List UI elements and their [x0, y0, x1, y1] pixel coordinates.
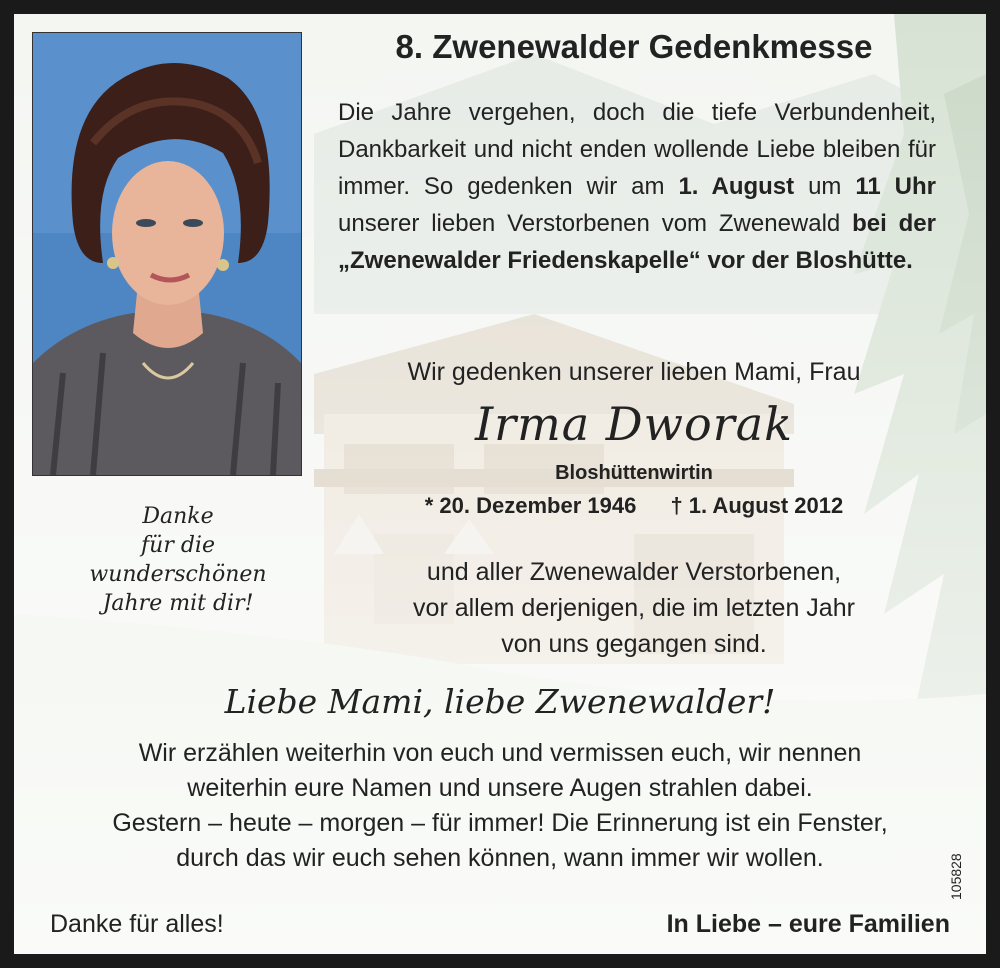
intro-place: bei der „Zwenewalder Friedenskapelle“ vor der Bloshütte. — [338, 210, 936, 274]
greeting-script: Liebe Mami, liebe Zwenewalder! — [224, 682, 776, 721]
message-body — [34, 736, 966, 876]
intro-text-2: um — [794, 173, 856, 200]
thanks-script — [58, 502, 298, 618]
portrait-illustration — [33, 33, 301, 475]
intro-paragraph — [338, 94, 936, 279]
reference-number: 105828 — [948, 853, 964, 900]
intro-time: 11 Uhr — [855, 173, 936, 200]
closing-signature: In Liebe – eure Familien — [666, 910, 950, 938]
thanks-line: Danke — [142, 504, 214, 529]
thanks-line: wunderschönen — [89, 562, 267, 587]
deceased-role: Bloshüttenwirtin — [555, 462, 713, 484]
page-title: 8. Zwenewalder Gedenkmesse — [395, 28, 873, 65]
intro-date: 1. August — [678, 173, 795, 200]
intro-text-3: unserer lieben Verstorbenen vom Zwenewald — [338, 210, 853, 237]
life-dates — [314, 493, 954, 519]
deceased-name: Irma Dworak — [474, 397, 794, 451]
obituary-notice — [14, 14, 986, 954]
others-line: und aller Zwenewalder Verstorbenen, — [426, 558, 842, 586]
others-line: von uns gegangen sind. — [501, 630, 767, 658]
others-remembered — [314, 554, 954, 662]
remembrance-lead: Wir gedenken unserer lieben Mami, Frau — [407, 358, 861, 386]
thanks-line: Jahre mit dir! — [102, 591, 254, 616]
death-date: † 1. August 2012 — [670, 493, 844, 518]
closing-thanks: Danke für alles! — [50, 910, 224, 938]
message-line: durch das wir euch sehen können, wann immer wir wollen. — [176, 844, 824, 872]
portrait-photo — [32, 32, 302, 476]
intro-text-1: Die Jahre vergehen, doch die tiefe Verbundenheit, Dankbarkeit und nicht enden wollende Liebe bleiben für immer. So gedenken wir am — [338, 99, 936, 200]
message-line: Wir erzählen weiterhin von euch und vermissen euch, wir nennen — [138, 739, 862, 767]
message-line: weiterhin eure Namen und unsere Augen strahlen dabei. — [187, 774, 813, 802]
others-line: vor allem derjenigen, die im letzten Jahr — [413, 594, 855, 622]
thanks-line: für die — [141, 533, 215, 558]
birth-date: * 20. Dezember 1946 — [424, 493, 637, 518]
message-line: Gestern – heute – morgen – für immer! Die Erinnerung ist ein Fenster, — [112, 809, 888, 837]
